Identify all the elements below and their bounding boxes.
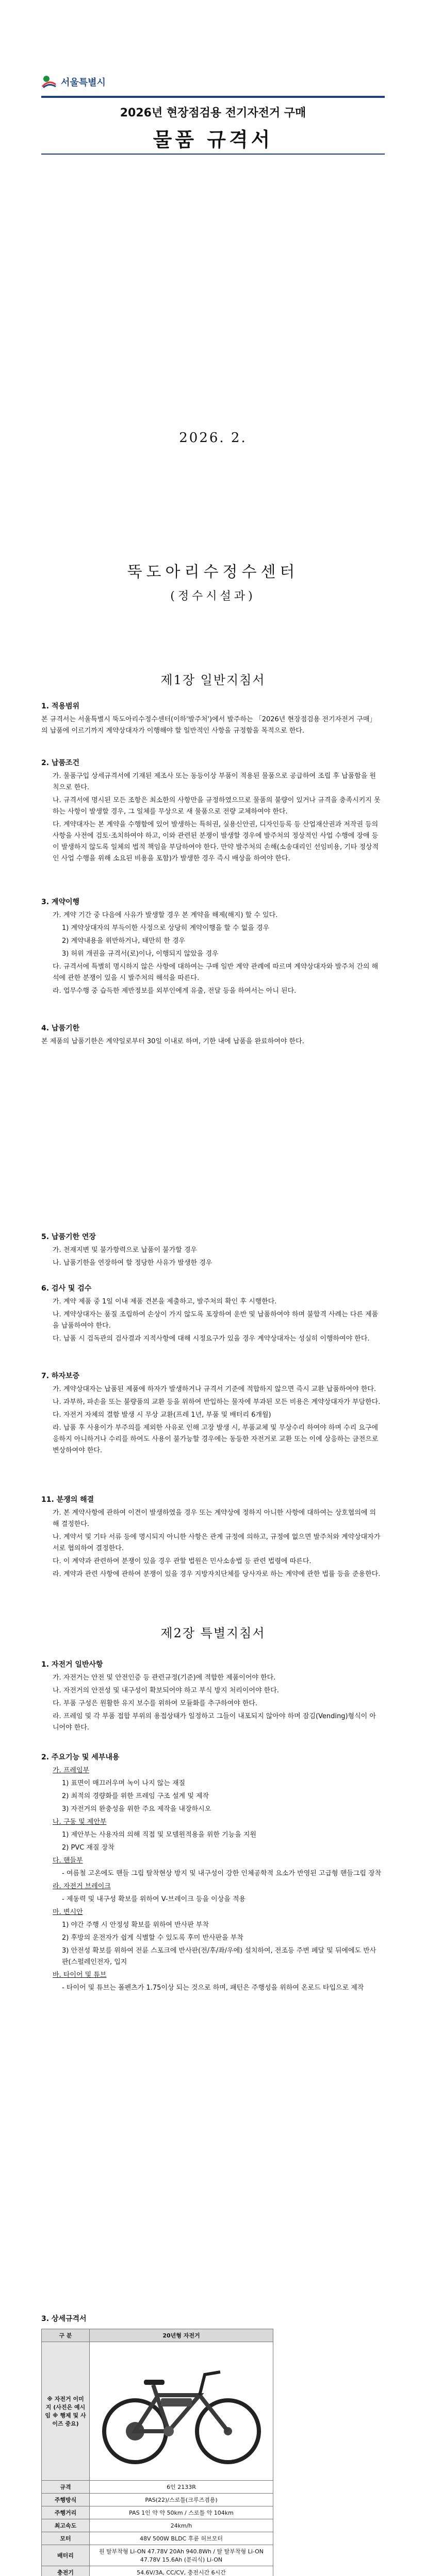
center-name: 뚝도아리수정수센터 — [127, 563, 299, 581]
list-item: 라. 업무수행 중 습득한 제반정보를 외부인에게 유출, 전달 등을 하여서는 아니 된다. — [53, 987, 297, 995]
spec-value: PAS(22)/스로틀(크루즈겸용) — [90, 2494, 273, 2506]
center-sub: (정수시설과) — [170, 590, 256, 603]
spec-rows — [42, 2481, 273, 2576]
section-deadline — [41, 1023, 382, 1049]
spec-value: 원 탈부착형 Li-ON 47.78V 20Ah 940.8Wh / 탈 탈부착형 Li-ON 47.78V 15.6Ah (분리식) Li-ON — [90, 2545, 273, 2566]
spec-value: PAS 1인 약 약 50km / 스로틀 약 104km — [90, 2506, 273, 2519]
group-head: 다. 핸들부 — [53, 1857, 83, 1865]
section-spec-title — [41, 2313, 382, 2327]
list-item: 가. 물품구입 상세규격서에 기재된 제조사 또는 동등이상 부품이 적용된 물품으로 공급하여 조립 후 납품함을 원칙으로 한다. — [53, 772, 376, 791]
section-title: 2. 납품조건 — [41, 759, 80, 767]
section-title: 3. 상세규격서 — [41, 2315, 87, 2323]
header-divider — [41, 96, 385, 98]
group-head: 마. 변시안 — [53, 1908, 83, 1916]
group-line: 1) 제안부는 사용자의 의해 직접 및 모델원적용을 위한 기능을 지원 — [62, 1831, 257, 1839]
spec-value: 54.6V/3A, CC/CV, 충전시간 6시간 — [90, 2566, 273, 2576]
table-header-cell: 구 분 — [42, 2329, 90, 2342]
header-divider-bottom — [41, 154, 385, 155]
logo-text: 서울특별시 — [61, 77, 106, 88]
spec-label: 주행방식 — [42, 2494, 90, 2506]
list-item: 나. 계약상대자는 품질 조립하여 손상이 가지 않도록 포장하여 운반 및 납품하여야 하며 불합격 사례는 다른 제품을 납품하여야 한다. — [53, 1311, 379, 1330]
seoul-logo — [41, 75, 106, 89]
table-row — [42, 2494, 273, 2506]
section-inspection — [41, 1283, 382, 1346]
section-title: 4. 납품기한 — [41, 1024, 80, 1032]
bicycle-icon — [96, 2349, 267, 2472]
table-header-cell: 20년형 자전거 — [90, 2329, 273, 2342]
list-item: 나. 규격서에 명시된 모든 조항은 최소한의 사항만을 규정하였으므로 물품의 불량이 있거나 규격을 충족시키지 못하는 사항이 발생할 경우, 그 일체를 무상으로 새 물품으로 전량 교체하여야 한다. — [53, 796, 381, 816]
section-body: 본 규격서는 서울특별시 뚝도아리수정수센터(이하'발주처')에서 발주하는 「2026년 현장점검용 전기자전거 구매」의 납품에 이르기까지 계약상대자가 이행해야 할 일반적인 사항을 규정함을 목적으로 한다. — [41, 716, 376, 735]
chapter-1-title: 제1장 일반지침서 — [160, 673, 266, 687]
list-item: 라. 프레임 및 각 부품 접합 부위의 용접상태가 일정하고 그들이 내포되지 않아야 하며 잠김(Vending)형식이 아니어야 한다. — [53, 1713, 376, 1732]
list-subitem: 2) 계약내용을 위반하거나, 태만히 한 경우 — [62, 937, 186, 945]
section-title: 7. 하자보증 — [41, 1372, 80, 1380]
section-delivery — [41, 757, 382, 866]
group-head: 라. 자전거 브레이크 — [53, 1883, 111, 1890]
group-line: 2) 최적의 경량화를 위한 프레임 구조 설계 및 제작 — [62, 1792, 209, 1800]
group-line: 1) 야간 주행 시 안정성 확보를 위하여 반사판 부착 — [62, 1921, 209, 1929]
section-title: 3. 계약이행 — [41, 898, 80, 906]
chapter-2-title: 제2장 특별지침서 — [160, 1626, 266, 1640]
section-features — [41, 1752, 382, 1995]
spec-label: 모터 — [42, 2532, 90, 2545]
section-dispute — [41, 1494, 382, 1582]
table-row — [42, 2506, 273, 2519]
table-row-image — [42, 2342, 273, 2481]
section-bike-general — [41, 1659, 382, 1735]
list-item: 가. 계약 제품 중 1일 이내 제품 견본을 제출하고, 발주처의 확인 후 시행한다. — [53, 1298, 277, 1306]
seoul-logo-icon — [41, 75, 57, 89]
section-title: 1. 자전거 일반사항 — [41, 1660, 103, 1669]
group-line: 3) 안전성 확보를 위하여 전륜 스포크에 반사판(전/후/좌/우에) 설치하여, 전조등 주변 페달 및 뒤에에도 반사판(스펄레인전자, 입지 — [62, 1947, 376, 1966]
list-item: 다. 납품 시 검독관의 검사결과 지적사항에 대해 시정요구가 있을 경우 계약상대자는 성실히 이행하여야 한다. — [53, 1335, 370, 1343]
section-title: 6. 검사 및 검수 — [41, 1284, 92, 1293]
list-item: 다. 부품 구성은 원활한 유지 보수를 위하여 모듈화를 추구하여야 한다. — [53, 1700, 258, 1707]
list-item: 라. 계약과 관련 사항에 관하여 분쟁이 있을 경우 지방자치단체를 당사자로 하는 계약에 관한 법률 등을 준용한다. — [53, 1570, 381, 1578]
list-item: 나. 자전거의 안전성 및 내구성이 확보되어야 하고 부식 방지 처리이어야 한다. — [53, 1687, 279, 1694]
group-line: - 제동력 및 내구성 확보를 위하여 V-브레이크 등을 이상을 적용 — [62, 1895, 246, 1903]
spec-value: 24km/h — [90, 2519, 273, 2532]
bike-image-cell — [90, 2342, 273, 2481]
group-head: 가. 프레임부 — [53, 1767, 90, 1774]
list-item: 나. 계약서 및 기타 서류 등에 명시되지 아니한 사항은 관계 규정에 의하고, 규정에 없으면 발주처와 계약상대자가 서로 협의하여 결정한다. — [53, 1533, 381, 1552]
list-item: 가. 자전거는 안전 및 안전인증 등 관련규정(기준)에 적합한 제품이어야 한다. — [53, 1674, 276, 1682]
section-title: 11. 분쟁의 해결 — [41, 1496, 94, 1504]
spec-label: 규격 — [42, 2481, 90, 2494]
group-line: 1) 표면이 매끄러우며 녹이 나지 않는 재질 — [62, 1780, 186, 1787]
list-item: 다. 계약대자는 본 계약을 수행함에 있어 발생하는 특허권, 실용신안권, 디자인등록 등 산업재산권과 저작권 등의 사항을 사전에 검토·조치하여야 하고, 이와 관련된 분쟁이 발생할 경우에 발주처의 정상적인 사업 수행에 장애 등이 발생하지 않도록 일체의 법적 책임을 부담하여야 한다. 만약 발주처의 손해(소송대리인 선임비용, 기타 정상적인 사업 수행을 위해 소요된 비용을 포함)가 발생한 경우 즉시 배상을 하여야 한다. — [53, 821, 379, 862]
list-item: 가. 천재지변 및 불가항력으로 납품이 불가할 경우 — [53, 1246, 198, 1254]
table-row — [42, 2566, 273, 2576]
table-row — [42, 2545, 273, 2566]
section-body: 본 제품의 납품기한은 계약일로부터 30일 이내로 하며, 기한 내에 납품을 완료하여야 한다. — [41, 1038, 304, 1045]
table-row — [42, 2532, 273, 2545]
list-item: 다. 이 계약과 관련하여 분쟁이 있을 경우 관할 법원은 민사소송법 등 관련 법령에 따른다. — [53, 1557, 312, 1565]
list-item: 라. 납품 후 사용이가 부주의를 제외한 사유로 인해 고장 발생 시, 부품교체 및 무상수리 하여야 하며 수리 요구에 응하지 아니하거나 수리를 하여도 사용이 불가능할 경우에는 동등한 자전거로 교환 또는 이에 상응하는 금전으로 변상하여야 한다. — [53, 1424, 379, 1454]
section-scope — [41, 701, 382, 738]
list-item: 나. 납품기한을 연장하여 할 정당한 사유가 발생한 경우 — [53, 1259, 212, 1267]
section-extension — [41, 1231, 382, 1270]
table-row — [42, 2519, 273, 2532]
spec-label: 배터리 — [42, 2545, 90, 2566]
group-line: 2) PVC 재질 장착 — [62, 1844, 114, 1852]
list-subitem: 3) 허위 개권을 규격서(로)이나, 이행되지 않았을 경우 — [62, 950, 219, 958]
list-item: 가. 계약 기간 중 다음에 사유가 발생할 경우 본 계약을 해제(해지) 할 수 있다. — [53, 911, 278, 919]
group-line: - 여름철 고온에도 핸들 그립 탈착현상 방지 및 내구성이 강한 인체공학적 요소가 반영된 고급형 핸들그립 장착 — [62, 1870, 382, 1877]
spec-label: 최고속도 — [42, 2519, 90, 2532]
section-warranty — [41, 1370, 382, 1458]
list-item: 다. 규격서에 특별히 명시하지 않은 사항에 대하여는 구매 일반 계약 관례에 따르며 계약상대자와 발주처 간의 해석에 관한 분쟁이 있을 시 발주처의 해석을 따른다. — [53, 963, 379, 982]
section-title: 5. 납품기한 연장 — [41, 1233, 96, 1241]
group-head: 바. 타이어 및 튜브 — [53, 1971, 107, 1979]
list-item: 다. 자전거 자체의 결함 발생 시 무상 교환(프레 1년, 부품 및 배터리 6개월) — [53, 1411, 271, 1419]
table-header-row — [42, 2329, 273, 2342]
list-item: 가. 계약상대자는 납품된 제품에 하자가 발생하거나 규격서 기준에 적합하지 않으면 즉시 교환 납품하여야 한다. — [53, 1385, 376, 1393]
group-line: - 타이어 및 튜브는 폴펜츠가 1.75이상 되는 것으로 하며, 패턴은 주행성을 위하여 온로드 타입으로 제작 — [62, 1984, 364, 1992]
list-item: 나. 과부하, 파손을 또는 불량품의 교환 등을 위하여 반입하는 물자에 부과된 모든 비용은 계약상대자가 부담한다. — [53, 1398, 381, 1406]
spec-value: 6인 2133R — [90, 2481, 273, 2494]
group-line: 3) 자전거의 완충성을 위한 주요 제작을 내장하시오 — [62, 1805, 211, 1813]
spec-label: 충전기 — [42, 2566, 90, 2576]
doc-title: 2026년 현장점검용 전기자전거 구매 — [120, 107, 306, 120]
list-item: 가. 본 계약사항에 관하여 이견이 발생하였을 경우 또는 계약상에 정하지 아니한 사항에 대하여는 상호협의에 의해 결정한다. — [53, 1509, 376, 1528]
image-label: ※ 자전거 이미지 (사진은 예시임 ※ 행제 및 사이즈 중요) — [42, 2342, 90, 2481]
spec-value: 48V 500W BLDC 후륜 허브모터 — [90, 2532, 273, 2545]
spec-label: 주행거리 — [42, 2506, 90, 2519]
section-title: 1. 적용범위 — [41, 702, 80, 710]
section-title: 2. 주요기능 및 세부내용 — [41, 1753, 120, 1761]
section-contract — [41, 896, 382, 998]
group-line: 2) 후방의 운전자가 쉽게 식별할 수 있도록 후미 반사판을 부착 — [62, 1934, 243, 1942]
document-date: 2026. 2. — [179, 430, 247, 446]
spec-table — [41, 2329, 273, 2576]
group-head: 나. 구동 및 제안부 — [53, 1818, 107, 1826]
list-subitem: 1) 계약상대자의 부득이한 사정으로 상당히 계약이행을 할 수 없을 경우 — [62, 924, 270, 932]
doc-subtitle: 물품 규격서 — [153, 128, 273, 151]
table-row — [42, 2481, 273, 2494]
